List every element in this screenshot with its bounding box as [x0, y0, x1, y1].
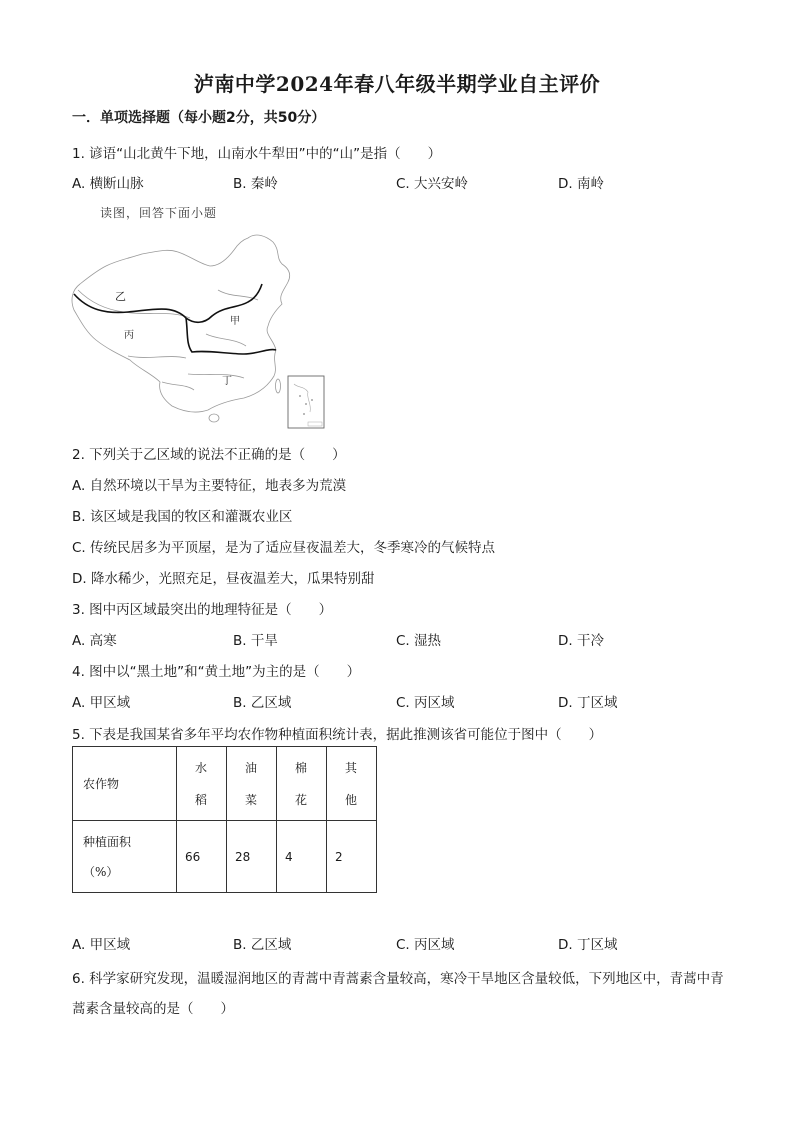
hainan-island: [209, 414, 219, 422]
table-row-values: [73, 821, 377, 893]
page-title: 泸南中学2024年春八年级半期学业自主评价: [193, 72, 601, 96]
question-5-option-a[interactable]: A. 甲区域: [72, 937, 131, 953]
question-3-option-d[interactable]: D. 干冷: [558, 633, 604, 649]
question-1-stem: 1. 谚语“山北黄牛下地，山南水牛犁田”中的“山”是指（ ）: [72, 146, 442, 162]
table-value-cell: 28: [227, 821, 277, 893]
question-3-option-a[interactable]: A. 高寒: [72, 633, 117, 649]
section-heading: 一．单项选择题（每小题2分，共50分）: [72, 110, 326, 126]
question-2-option-b[interactable]: B. 该区域是我国的牧区和灌溉农业区: [72, 509, 293, 525]
question-5-option-d[interactable]: D. 丁区域: [558, 937, 618, 953]
table-header-cell: 农作物: [73, 747, 177, 821]
question-1-option-d[interactable]: D. 南岭: [558, 176, 604, 192]
china-regions-map: [68, 228, 330, 430]
question-1-option-b[interactable]: B. 秦岭: [233, 176, 278, 192]
label-yi: 乙: [115, 290, 126, 303]
question-2-option-d[interactable]: D. 降水稀少，光照充足，昼夜温差大，瓜果特别甜: [72, 571, 375, 587]
question-6-stem: 6. 科学家研究发现，温暖湿润地区的青蒿中青蒿素含量较高，寒冷干旱地区含量较低，下列地区中，青蒿中青蒿素含量较高的是（ ）: [72, 971, 724, 1017]
question-1-option-c[interactable]: C. 大兴安岭: [396, 176, 469, 192]
question-2-stem: 2. 下列关于乙区域的说法不正确的是（ ）: [72, 447, 346, 463]
label-jia: 甲: [230, 316, 240, 327]
question-4-option-c[interactable]: C. 丙区域: [396, 695, 455, 711]
question-3-option-b[interactable]: B. 干旱: [233, 633, 278, 649]
table-row-label-cell: 种植面积 （%）: [73, 821, 177, 893]
question-4-option-a[interactable]: A. 甲区域: [72, 695, 131, 711]
question-2-option-a[interactable]: A. 自然环境以干旱为主要特征，地表多为荒漠: [72, 478, 347, 494]
label-ding: 丁: [222, 376, 232, 387]
question-5-stem: 5. 下表是我国某省多年平均农作物种植面积统计表，据此推测该省可能位于图中（ ）: [72, 727, 603, 743]
table-row-crops: [73, 747, 377, 821]
question-4-option-d[interactable]: D. 丁区域: [558, 695, 618, 711]
china-outline: [72, 235, 290, 412]
south-china-sea-inset: [288, 376, 324, 428]
question-1-option-a[interactable]: A. 横断山脉: [72, 176, 144, 192]
table-value-cell: 66: [177, 821, 227, 893]
question-4-stem: 4. 图中以“黑土地”和“黄土地”为主的是（ ）: [72, 664, 361, 680]
map-caption: 读图，回答下面小题: [100, 206, 218, 220]
question-4-option-b[interactable]: B. 乙区域: [233, 695, 292, 711]
table-crop-cell: 其 他: [327, 747, 377, 821]
table-crop-cell: 水 稻: [177, 747, 227, 821]
question-3-option-c[interactable]: C. 湿热: [396, 633, 442, 649]
table-crop-cell: 棉 花: [277, 747, 327, 821]
question-2-option-c[interactable]: C. 传统民居多为平顶屋，是为了适应昼夜温差大，冬季寒冷的气候特点: [72, 540, 496, 556]
crop-area-table: [72, 746, 377, 893]
question-5-option-b[interactable]: B. 乙区域: [233, 937, 292, 953]
table-crop-cell: 油 菜: [227, 747, 277, 821]
question-5-option-c[interactable]: C. 丙区域: [396, 937, 455, 953]
table-value-cell: 2: [327, 821, 377, 893]
label-bing: 丙: [124, 330, 134, 341]
table-value-cell: 4: [277, 821, 327, 893]
question-3-stem: 3. 图中丙区域最突出的地理特征是（ ）: [72, 602, 333, 618]
taiwan-island: [276, 379, 281, 393]
